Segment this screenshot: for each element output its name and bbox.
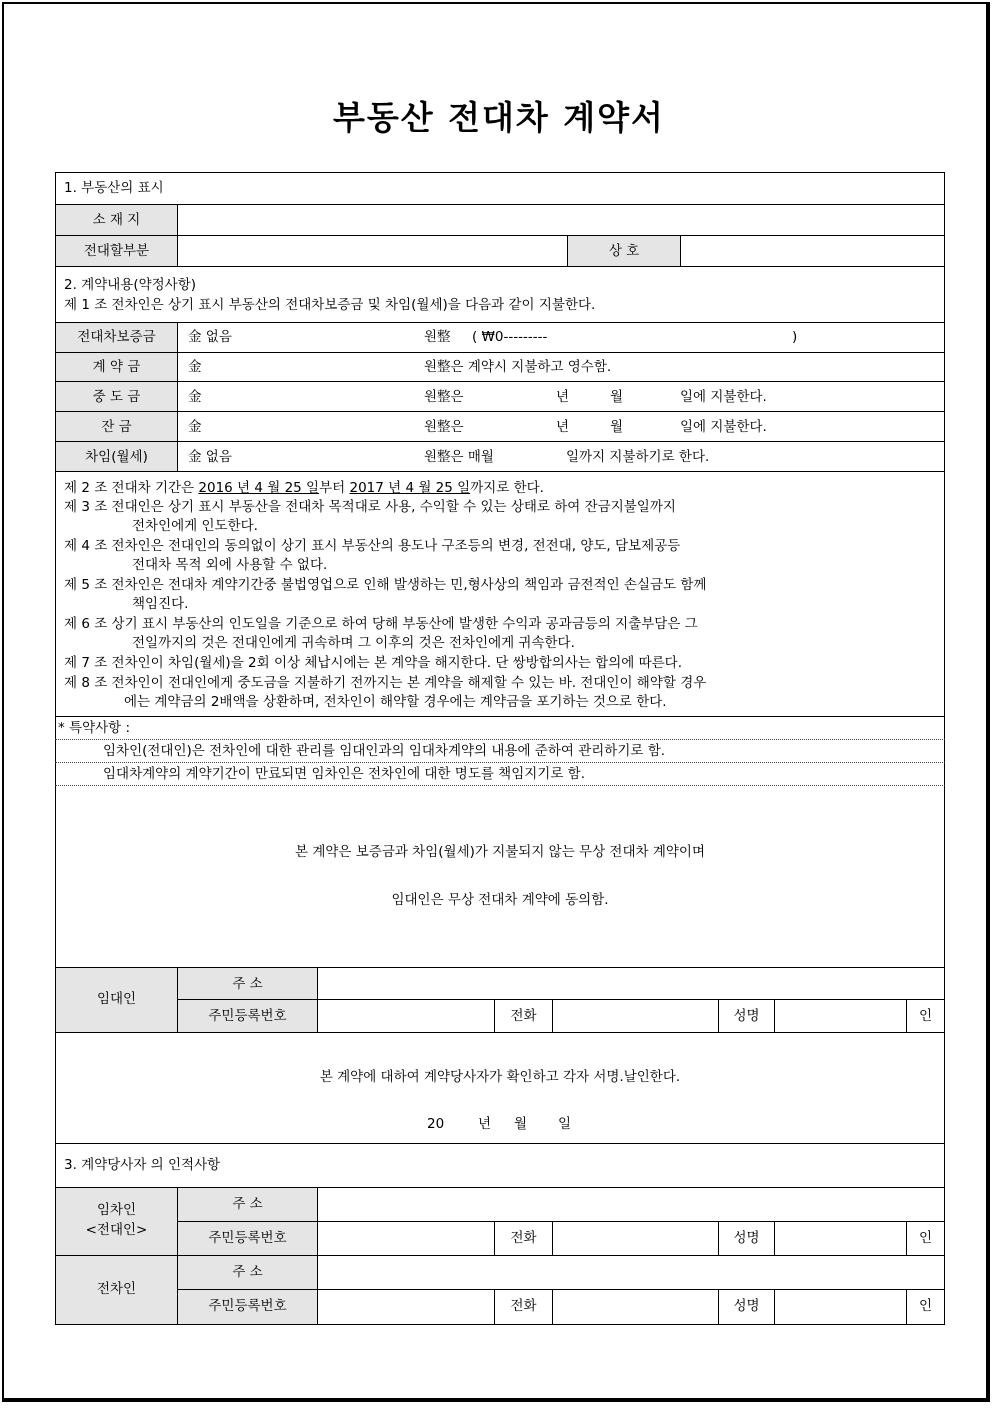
- tenant-label: 임차인: [96, 1202, 137, 1218]
- middle-payment-amount: 金: [188, 389, 202, 405]
- article-1: 제 1 조 전차인은 상기 표시 부동산의 전대차보증금 및 차임(월세)을 다음과 같이 지불한다.: [64, 297, 596, 313]
- balance-amount: 金: [188, 419, 202, 435]
- tenant-sublessor-label: <전대인>: [85, 1222, 148, 1238]
- balance-month: 월: [610, 419, 624, 435]
- article-5-cont: 책임진다.: [132, 596, 189, 612]
- landlord-address-label: 주 소: [232, 976, 263, 992]
- subtenant-phone-label: 전화: [510, 1298, 537, 1314]
- special-terms-label: * 특약사항 :: [58, 720, 131, 736]
- tenant-phone-label: 전화: [510, 1230, 537, 1246]
- deposit-numeric: ( ₩0---------: [472, 329, 548, 345]
- contract-deposit-unit: 원整은 계약시 지불하고 영수함.: [424, 359, 612, 375]
- balance-unit: 원整은: [424, 419, 464, 435]
- deposit-close: ): [792, 329, 798, 345]
- subtenant-seal: 인: [918, 1298, 933, 1314]
- tenant-seal: 인: [918, 1230, 933, 1246]
- section1-heading: 1. 부동산의 표시: [64, 180, 164, 196]
- date-year: 년: [478, 1116, 492, 1132]
- landlord-phone-label: 전화: [510, 1008, 537, 1024]
- article-3: 제 3 조 전대인은 상기 표시 부동산을 전대차 목적대로 사용, 수익할 수 있는 상태로 하여 잔금지불일까지: [64, 499, 676, 515]
- middle-payment-month: 월: [610, 389, 624, 405]
- subtenant-name-label: 성명: [733, 1298, 760, 1314]
- landlord-seal: 인: [918, 1008, 933, 1024]
- article-7: 제 7 조 전차인이 차임(월세)을 2회 이상 체납시에는 본 계약을 해지한다. 단 쌍방합의사는 합의에 따른다.: [64, 655, 683, 671]
- article-8-cont: 에는 계약금의 2배액을 상환하며, 전차인이 해약할 경우에는 계약금을 포기하는 것으로 한다.: [124, 694, 667, 710]
- contract-deposit-label: 계 약 금: [92, 359, 141, 375]
- landlord-consent-notice: 임대인은 무상 전대차 계약에 동의함.: [391, 892, 609, 908]
- location-label: 소 재 지: [92, 212, 141, 228]
- free-sublease-notice: 본 계약은 보증금과 차임(월세)가 지불되지 않는 무상 전대차 계약이며: [294, 844, 705, 860]
- balance-day: 일에 지불한다.: [680, 419, 767, 435]
- deposit-label: 전대차보증금: [77, 329, 156, 345]
- date-day: 일: [558, 1116, 572, 1132]
- deposit-amount: 金 없음: [188, 329, 232, 345]
- subtenant-address-label: 주 소: [232, 1264, 263, 1280]
- middle-payment-label: 중 도 금: [92, 389, 141, 405]
- article-4: 제 4 조 전차인은 전대인의 동의없이 상기 표시 부동산의 용도나 구조등의 변경, 전전대, 양도, 담보제공등: [64, 538, 681, 554]
- article-6-cont: 전일까지의 것은 전대인에게 귀속하며 그 이후의 것은 전차인에게 귀속한다.: [132, 635, 575, 651]
- date-month: 월: [514, 1116, 528, 1132]
- trade-label: 상 호: [608, 243, 640, 259]
- part-label: 전대할부분: [83, 243, 150, 259]
- tenant-name-label: 성명: [733, 1230, 760, 1246]
- balance-year: 년: [556, 419, 570, 435]
- date-yy: 20: [427, 1116, 445, 1132]
- middle-payment-unit: 원整은: [424, 389, 464, 405]
- landlord-name-label: 성명: [733, 1008, 760, 1024]
- special-term-2: 임대차계약의 계약기간이 만료되면 임차인은 전차인에 대한 명도를 책임지기로 함.: [103, 766, 586, 782]
- contract-deposit-amount: 金: [188, 359, 202, 375]
- tenant-id-label: 주민등록번호: [208, 1230, 287, 1246]
- section2-heading: 2. 계약내용(약정사항): [64, 277, 197, 293]
- article-3-cont: 전차인에게 인도한다.: [132, 518, 258, 534]
- monthly-rent-amount: 金 없음: [188, 449, 232, 465]
- landlord-label: 임대인: [96, 991, 137, 1007]
- special-term-1: 임차인(전대인)은 전차인에 대한 관리를 임대인과의 임대차계약의 내용에 준하여 관리하기로 함.: [103, 743, 666, 759]
- subtenant-id-label: 주민등록번호: [208, 1298, 287, 1314]
- article-4-cont: 전대차 목적 외에 사용할 수 없다.: [132, 557, 328, 573]
- subtenant-label: 전차인: [96, 1281, 137, 1297]
- monthly-rent-unit: 원整은 매월: [424, 449, 494, 465]
- balance-label: 잔 금: [101, 419, 132, 435]
- article-2: 제 2 조 전대차 기간은 2016 년 4 월 25 일부터 2017 년 4 월 25 일까지로 한다.: [64, 480, 544, 496]
- confirmation-statement: 본 계약에 대하여 계약당사자가 확인하고 각자 서명.날인한다.: [319, 1069, 681, 1085]
- section3-heading: 3. 계약당사자 의 인적사항: [64, 1157, 221, 1173]
- monthly-rent-due: 일까지 지불하기로 한다.: [566, 449, 710, 465]
- article-8: 제 8 조 전차인이 전대인에게 중도금을 지불하기 전까지는 본 계약을 해제할 수 있는 바. 전대인이 해약할 경우: [64, 675, 707, 691]
- monthly-rent-label: 차임(월세): [85, 449, 148, 465]
- article-6: 제 6 조 상기 표시 부동산의 인도일을 기준으로 하여 당해 부동산에 발생한 수익과 공과금등의 지출부담은 그: [64, 616, 698, 632]
- article-5: 제 5 조 전차인은 전대차 계약기간중 불법영업으로 인해 발생하는 민,형사상의 책임과 금전적인 손실금도 함께: [64, 577, 707, 593]
- document-title: 부동산 전대차 계약서: [333, 98, 665, 137]
- tenant-address-label: 주 소: [232, 1196, 263, 1212]
- middle-payment-day: 일에 지불한다.: [680, 389, 767, 405]
- deposit-unit: 원整: [424, 329, 451, 345]
- landlord-id-label: 주민등록번호: [208, 1008, 287, 1024]
- middle-payment-year: 년: [556, 389, 570, 405]
